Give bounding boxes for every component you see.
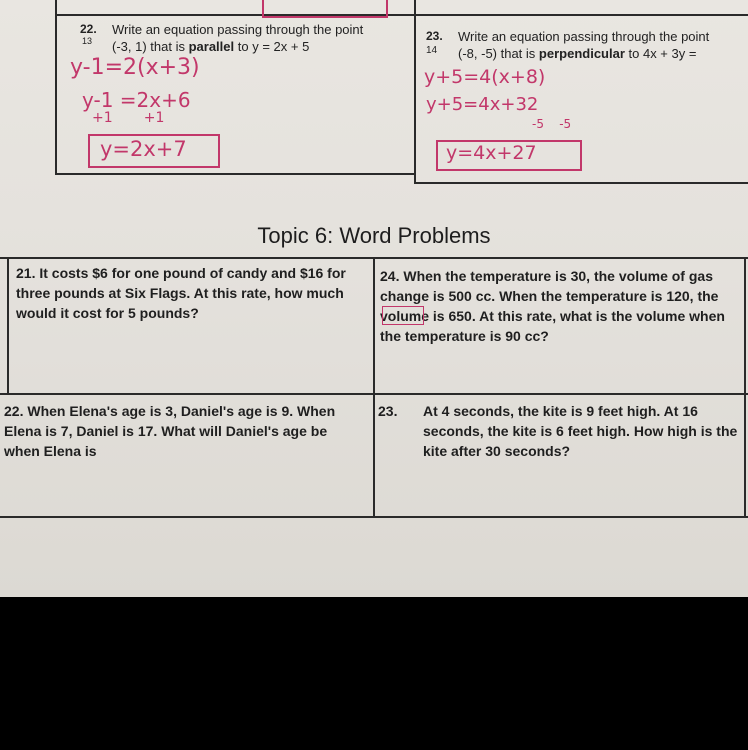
word-problem-23-text: At 4 seconds, the kite is 9 feet high. At 16 seconds, the kite is 6 feet high. How high is the kite after 30 seconds? xyxy=(423,403,738,459)
q22-number: 22. xyxy=(80,22,97,36)
q23-line2-pre: (-8, -5) that is xyxy=(458,46,536,61)
word-problem-22-number: 22. xyxy=(4,403,24,419)
q23-line2-post: to 4x + 3y = xyxy=(628,46,697,61)
q22-line2-post: to y = 2x + 5 xyxy=(237,39,310,54)
q23-line1: Write an equation passing through the point xyxy=(458,29,710,44)
word-problem-22 xyxy=(4,401,366,461)
word-problem-24-highlight-box xyxy=(382,306,424,325)
q22-work-3: +1 +1 xyxy=(92,110,165,126)
word-problem-21-text: It costs $6 for one pound of candy and $16 for three pounds at Six Flags. At this rate, how much would it cost for 5 pounds? xyxy=(16,265,346,321)
word-problem-21-number: 21. xyxy=(16,265,36,281)
q22-line1: Write an equation passing through the point xyxy=(112,22,364,37)
q22-line2-bold: parallel xyxy=(188,39,235,54)
q23-work-3: -5 -5 xyxy=(532,117,572,131)
q23-answer: y=4x+27 xyxy=(446,142,537,164)
left-bottom-line xyxy=(55,173,415,175)
grid-right-line xyxy=(744,257,746,518)
word-problem-21 xyxy=(16,263,368,323)
q22-line2-pre: (-3, 1) that is xyxy=(112,39,185,54)
q22-work-1: y-1=2(x+3) xyxy=(70,55,200,80)
q22-line2 xyxy=(112,38,309,56)
q23-work-1: y+5=4(x+8) xyxy=(424,66,546,88)
grid-left-line xyxy=(7,257,9,394)
right-bottom-line xyxy=(414,182,748,184)
q23-line2-bold: perpendicular xyxy=(538,46,625,61)
q22-sub-number: 13 xyxy=(82,36,93,46)
top-row-line xyxy=(55,14,748,16)
center-divider-top xyxy=(414,0,416,183)
q22-answer: y=2x+7 xyxy=(100,137,187,161)
q23-work-2: y+5=4x+32 xyxy=(426,94,539,115)
topic-title: Topic 6: Word Problems xyxy=(257,223,491,248)
q23-line2 xyxy=(458,45,696,63)
word-problem-24 xyxy=(380,266,738,346)
word-problem-24-text: When the temperature is 30, the volume of gas change is 500 cc. When the temperature is 120, the volume is 650. At this rate, what is the volume when the temperature is 90 cc? xyxy=(380,268,725,344)
q23-number: 23. xyxy=(426,29,443,43)
grid-center-line xyxy=(373,257,375,518)
word-problem-23-number: 23. xyxy=(378,403,398,419)
left-border xyxy=(55,0,57,175)
word-problem-22-text: When Elena's age is 3, Daniel's age is 9. When Elena is 7, Daniel is 17. What will Daniel's age be when Elena is xyxy=(4,403,336,459)
q22-work-2: y-1 =2x+6 xyxy=(82,88,191,112)
q23-sub-number: 14 xyxy=(426,45,438,56)
word-problem-24-number: 24. xyxy=(380,268,400,284)
prior-answer-box xyxy=(262,0,388,18)
